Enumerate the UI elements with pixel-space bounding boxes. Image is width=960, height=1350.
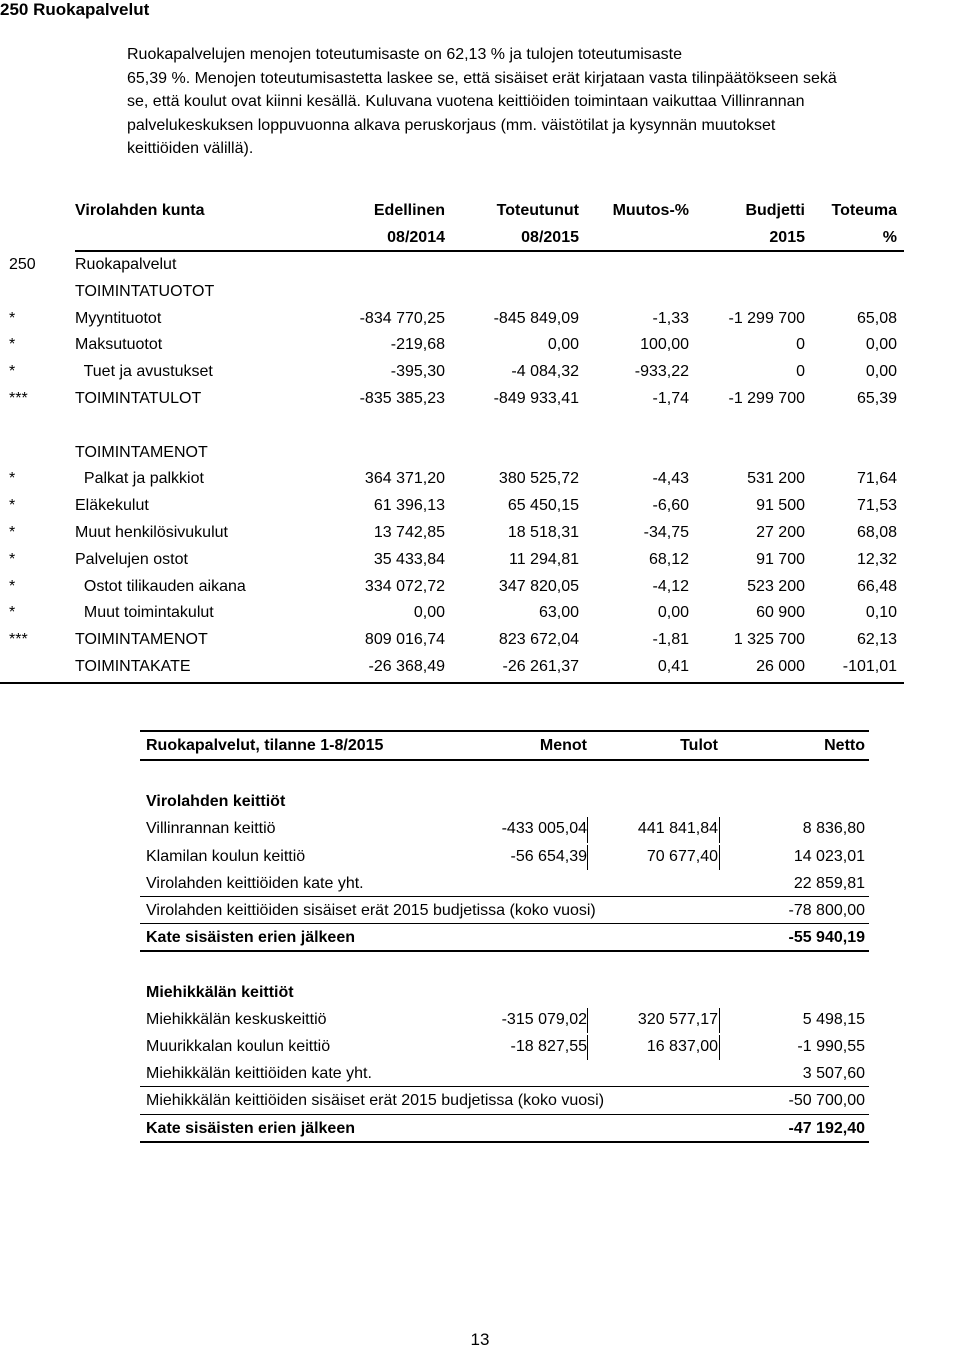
summary-row xyxy=(0,979,960,1006)
cell-actual: -26 261,37 xyxy=(502,658,579,675)
intro-line: keittiöiden välillä). xyxy=(127,140,254,157)
summary-row-label: Miehikkälän keskuskeittiö xyxy=(146,1010,327,1028)
summary-cell-net: -78 800,00 xyxy=(788,902,865,919)
spacer-row xyxy=(0,761,960,788)
summary-row xyxy=(0,1060,960,1087)
summary-row-label: Miehikkälän keittiöiden kate yht. xyxy=(146,1065,372,1083)
column-divider xyxy=(719,1008,720,1033)
table-row xyxy=(0,466,960,493)
cell-budget: 26 000 xyxy=(756,658,805,675)
summary-row xyxy=(0,924,960,951)
summary-row xyxy=(0,1006,960,1033)
row-label: Maksutuotot xyxy=(75,336,163,354)
cell-previous: 0,00 xyxy=(413,604,445,622)
table-row xyxy=(0,493,960,520)
cell-previous: 13 742,85 xyxy=(373,524,445,541)
cell-realization: 65,08 xyxy=(856,309,897,327)
cell-realization: 65,39 xyxy=(856,390,897,407)
table-row xyxy=(0,413,960,440)
table-row xyxy=(0,252,960,279)
cell-budget: 523 200 xyxy=(747,577,805,595)
summary-cell-net: 22 859,81 xyxy=(793,874,865,892)
header-realization: Toteuma xyxy=(831,202,897,219)
cell-actual: 380 525,72 xyxy=(498,470,579,488)
summary-cell-net: -50 700,00 xyxy=(788,1092,865,1110)
cell-previous: 61 396,13 xyxy=(373,497,445,515)
row-marker: *** xyxy=(9,390,28,407)
column-divider xyxy=(719,817,720,842)
cell-actual: 63,00 xyxy=(538,604,579,622)
cell-change: -4,43 xyxy=(652,470,689,488)
cell-actual: 0,00 xyxy=(547,336,579,354)
cell-budget: -1 299 700 xyxy=(728,390,805,407)
row-rule xyxy=(140,1141,869,1143)
row-label: TOIMINTAMENOT xyxy=(75,631,208,649)
cell-realization: -101,01 xyxy=(842,658,897,675)
summary-header-title: Ruokapalvelut, tilanne 1-8/2015 xyxy=(146,737,384,754)
cell-previous: -219,68 xyxy=(390,336,445,354)
cell-actual: 823 672,04 xyxy=(498,631,579,649)
subheader-previous: 08/2014 xyxy=(387,229,445,246)
cell-previous: 35 433,84 xyxy=(373,550,445,568)
cell-realization: 0,00 xyxy=(865,336,897,354)
summary-row-label: Virolahden keittiöiden kate yht. xyxy=(146,874,364,892)
row-marker: *** xyxy=(9,631,28,649)
summary-row xyxy=(0,1033,960,1060)
row-label: TOIMINTAMENOT xyxy=(75,443,208,461)
cell-change: -4,12 xyxy=(652,577,689,595)
table-row xyxy=(0,547,960,574)
summary-row-label: Virolahden keittiöt xyxy=(146,793,286,811)
cell-realization: 68,08 xyxy=(856,524,897,541)
row-label: Tuet ja avustukset xyxy=(75,363,213,381)
row-label: TOIMINTAKATE xyxy=(75,658,191,675)
cell-budget: 91 700 xyxy=(756,550,805,568)
cell-change: 100,00 xyxy=(640,336,689,354)
summary-cell-net: -1 990,55 xyxy=(797,1038,865,1055)
summary-row-label: Muurikkalan koulun keittiö xyxy=(146,1038,331,1055)
summary-cell-income: 320 577,17 xyxy=(637,1010,718,1028)
summary-header-net: Netto xyxy=(824,737,865,754)
table-row xyxy=(0,520,960,547)
cell-change: -6,60 xyxy=(652,497,689,515)
summary-row-label: Miehikkälän keittiöt xyxy=(146,983,294,1001)
summary-cell-costs: -315 079,02 xyxy=(501,1010,587,1028)
cell-change: -1,74 xyxy=(652,390,689,407)
summary-row-label: Kate sisäisten erien jälkeen xyxy=(146,1119,355,1137)
row-marker: * xyxy=(9,550,16,568)
summary-row-label: Miehikkälän keittiöiden sisäiset erät 2015 budjetissa (koko vuosi) xyxy=(146,1092,605,1110)
cell-budget: 91 500 xyxy=(756,497,805,515)
cell-previous: -26 368,49 xyxy=(368,658,445,675)
row-marker: * xyxy=(9,497,16,515)
column-divider xyxy=(587,845,588,870)
bottom-rule xyxy=(0,682,904,684)
header-org: Virolahden kunta xyxy=(75,202,205,219)
header-budget: Budjetti xyxy=(745,202,805,219)
summary-cell-net: -55 940,19 xyxy=(788,929,865,947)
spacer-row xyxy=(0,951,960,978)
header-change: Muutos-% xyxy=(612,202,689,219)
table-row xyxy=(0,574,960,601)
summary-row-label: Kate sisäisten erien jälkeen xyxy=(146,929,355,947)
summary-row xyxy=(0,843,960,870)
summary-cell-costs: -18 827,55 xyxy=(510,1038,587,1055)
cell-change: 0,41 xyxy=(657,658,689,675)
row-label: Muut toimintakulut xyxy=(75,604,214,622)
table-row xyxy=(0,440,960,467)
summary-cell-costs: -56 654,39 xyxy=(510,847,587,865)
cell-change: 68,12 xyxy=(648,550,689,568)
cell-realization: 0,00 xyxy=(865,363,897,381)
cell-actual: 11 294,81 xyxy=(509,550,579,568)
table-row xyxy=(0,600,960,627)
summary-row-label: Klamilan koulun keittiö xyxy=(146,847,306,865)
cell-change: -34,75 xyxy=(643,524,689,541)
summary-row xyxy=(0,1087,960,1114)
intro-line: se, että koulut ovat kiinni kesällä. Kuluvana vuotena keittiöiden toimintaan vaikuttaa Villinrannan xyxy=(127,93,805,110)
subheader-realization: % xyxy=(882,229,897,246)
summary-cell-net: 5 498,15 xyxy=(802,1010,865,1028)
cell-actual: -4 084,32 xyxy=(511,363,579,381)
cell-realization: 62,13 xyxy=(856,631,897,649)
summary-row xyxy=(0,815,960,842)
row-label: Eläkekulut xyxy=(75,497,149,515)
cell-realization: 66,48 xyxy=(856,577,897,595)
summary-cell-income: 16 837,00 xyxy=(646,1038,718,1055)
cell-actual: -845 849,09 xyxy=(493,309,579,327)
table-row xyxy=(0,654,960,681)
row-label: Muut henkilösivukulut xyxy=(75,524,228,541)
header-previous: Edellinen xyxy=(373,202,445,219)
row-label: TOIMINTATUOTOT xyxy=(75,282,215,300)
row-marker: * xyxy=(9,336,16,354)
summary-cell-costs: -433 005,04 xyxy=(501,820,587,838)
table-row xyxy=(0,306,960,333)
subheader-actual: 08/2015 xyxy=(521,229,579,246)
row-label: Ruokapalvelut xyxy=(75,256,177,273)
column-divider xyxy=(719,1035,720,1060)
row-marker: * xyxy=(9,604,16,622)
page-number: 13 xyxy=(470,1330,490,1349)
intro-paragraph xyxy=(127,43,957,161)
cell-budget: 0 xyxy=(796,336,805,354)
summary-row xyxy=(0,870,960,897)
cell-realization: 12,32 xyxy=(856,550,897,568)
cell-realization: 0,10 xyxy=(865,604,897,622)
row-marker: * xyxy=(9,524,16,541)
cell-change: 0,00 xyxy=(657,604,689,622)
cell-change: -1,33 xyxy=(652,309,689,327)
cell-actual: 65 450,15 xyxy=(507,497,579,515)
summary-header-income: Tulot xyxy=(680,737,718,754)
cell-previous: -835 385,23 xyxy=(359,390,445,407)
summary-row-label: Virolahden keittiöiden sisäiset erät 2015 budjetissa (koko vuosi) xyxy=(146,902,596,919)
summary-cell-income: 70 677,40 xyxy=(646,847,718,865)
column-divider xyxy=(587,1035,588,1060)
row-label: Palkat ja palkkiot xyxy=(75,470,204,488)
row-marker: 250 xyxy=(9,256,36,273)
cell-actual: 18 518,31 xyxy=(507,524,579,541)
cell-previous: -395,30 xyxy=(390,363,445,381)
cell-budget: 60 900 xyxy=(756,604,805,622)
cell-realization: 71,64 xyxy=(856,470,897,488)
column-divider xyxy=(587,1008,588,1033)
cell-actual: -849 933,41 xyxy=(493,390,579,407)
summary-cell-net: 14 023,01 xyxy=(793,847,865,865)
table-row xyxy=(0,627,960,654)
summary-row-label: Villinrannan keittiö xyxy=(146,820,276,838)
row-marker: * xyxy=(9,577,16,595)
row-label: Myyntituotot xyxy=(75,309,162,327)
budget-table-header-row xyxy=(0,198,960,225)
cell-change: -1,81 xyxy=(652,631,689,649)
subheader-budget: 2015 xyxy=(769,229,805,246)
cell-actual: 347 820,05 xyxy=(498,577,579,595)
column-divider xyxy=(719,845,720,870)
row-label: TOIMINTATULOT xyxy=(75,390,202,407)
row-marker: * xyxy=(9,363,16,381)
row-marker: * xyxy=(9,470,16,488)
cell-budget: 531 200 xyxy=(747,470,805,488)
table-row xyxy=(0,359,960,386)
intro-line: palvelukeskuksen loppuvuonna alkava peruskorjaus (mm. väistötilat ja kysynnän muutokset xyxy=(127,116,776,134)
cell-previous: 334 072,72 xyxy=(364,577,445,595)
row-label: Ostot tilikauden aikana xyxy=(75,577,246,595)
summary-header-row xyxy=(0,732,960,759)
cell-previous: -834 770,25 xyxy=(359,309,445,327)
intro-line: Ruokapalvelujen menojen toteutumisaste on 62,13 % ja tulojen toteutumisaste xyxy=(127,46,683,63)
summary-cell-net: 3 507,60 xyxy=(802,1065,865,1083)
cell-change: -933,22 xyxy=(634,363,689,381)
cell-budget: 0 xyxy=(796,363,805,381)
summary-row xyxy=(0,788,960,815)
row-label: Palvelujen ostot xyxy=(75,550,188,568)
intro-line: 65,39 %. Menojen toteutumisastetta laskee se, että sisäiset erät kirjataan vasta tilinpäätökseen sekä xyxy=(127,69,837,87)
summary-cell-net: -47 192,40 xyxy=(788,1119,865,1137)
table-row xyxy=(0,386,960,413)
summary-cell-net: 8 836,80 xyxy=(802,820,865,838)
budget-table-subheader-row xyxy=(0,225,960,252)
cell-budget: 27 200 xyxy=(756,524,805,541)
column-divider xyxy=(587,817,588,842)
header-actual: Toteutunut xyxy=(496,202,579,219)
row-marker: * xyxy=(9,309,16,327)
cell-realization: 71,53 xyxy=(856,497,897,515)
table-row xyxy=(0,332,960,359)
summary-cell-income: 441 841,84 xyxy=(637,820,718,838)
cell-budget: 1 325 700 xyxy=(733,631,805,649)
summary-row xyxy=(0,1115,960,1142)
summary-row xyxy=(0,897,960,924)
cell-budget: -1 299 700 xyxy=(728,309,805,327)
table-row xyxy=(0,279,960,306)
cell-previous: 809 016,74 xyxy=(364,631,445,649)
cell-previous: 364 371,20 xyxy=(364,470,445,488)
section-heading: 250 Ruokapalvelut xyxy=(0,0,150,19)
summary-header-costs: Menot xyxy=(539,737,587,754)
